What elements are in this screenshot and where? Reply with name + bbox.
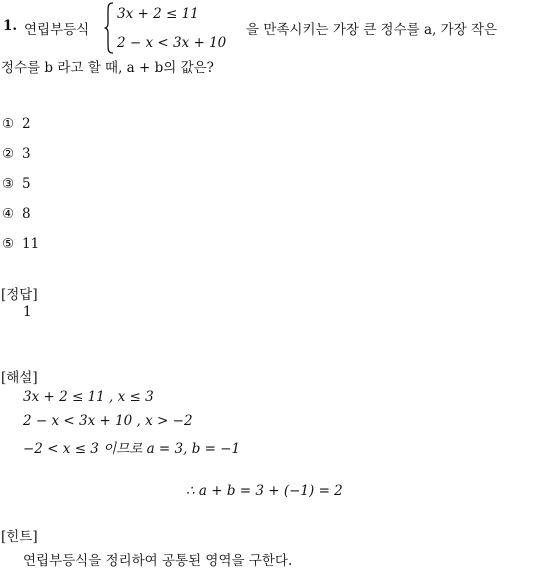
question-suffix: 을 만족시키는 가장 큰 정수를 a, 가장 작은 — [246, 22, 498, 38]
system-line-2: 2 − x < 3x + 10 — [117, 35, 227, 51]
option-4-symbol: ④ — [2, 206, 15, 222]
option-3[interactable] — [2, 176, 31, 192]
option-4[interactable] — [2, 206, 31, 222]
hint-label: [힌트] — [1, 529, 38, 545]
option-2[interactable] — [2, 146, 31, 162]
option-1[interactable] — [2, 116, 31, 132]
hint-text: 연립부등식을 정리하여 공통된 영역을 구한다. — [23, 553, 293, 569]
option-3-value: 5 — [22, 176, 31, 192]
option-4-value: 8 — [22, 206, 31, 222]
solution-line-1: 3x + 2 ≤ 11 , x ≤ 3 — [23, 389, 154, 405]
system-line-1: 3x + 2 ≤ 11 — [117, 6, 199, 22]
option-5-value: 11 — [22, 236, 40, 252]
option-5[interactable] — [2, 236, 39, 252]
question-number: 1. — [3, 18, 18, 34]
option-2-value: 3 — [22, 146, 31, 162]
option-1-value: 2 — [22, 116, 31, 132]
solution-conclusion: ∴ a + b = 3 + (−1) = 2 — [186, 483, 343, 499]
solution-label: [해설] — [1, 370, 38, 386]
solution-line-2: 2 − x < 3x + 10 , x > −2 — [23, 413, 193, 429]
option-3-symbol: ③ — [2, 176, 15, 192]
system-brace-icon — [104, 2, 114, 54]
option-2-symbol: ② — [2, 146, 15, 162]
answer-value: 1 — [23, 304, 32, 320]
question-line-2: 정수를 b 라고 할 때, a + b의 값은? — [1, 60, 214, 76]
question-prefix: 연립부등식 — [24, 22, 90, 38]
answer-label: [정답] — [1, 287, 38, 303]
option-1-symbol: ① — [2, 116, 15, 132]
option-5-symbol: ⑤ — [2, 236, 15, 252]
solution-line-3: −2 < x ≤ 3 이므로 a = 3, b = −1 — [23, 441, 241, 457]
